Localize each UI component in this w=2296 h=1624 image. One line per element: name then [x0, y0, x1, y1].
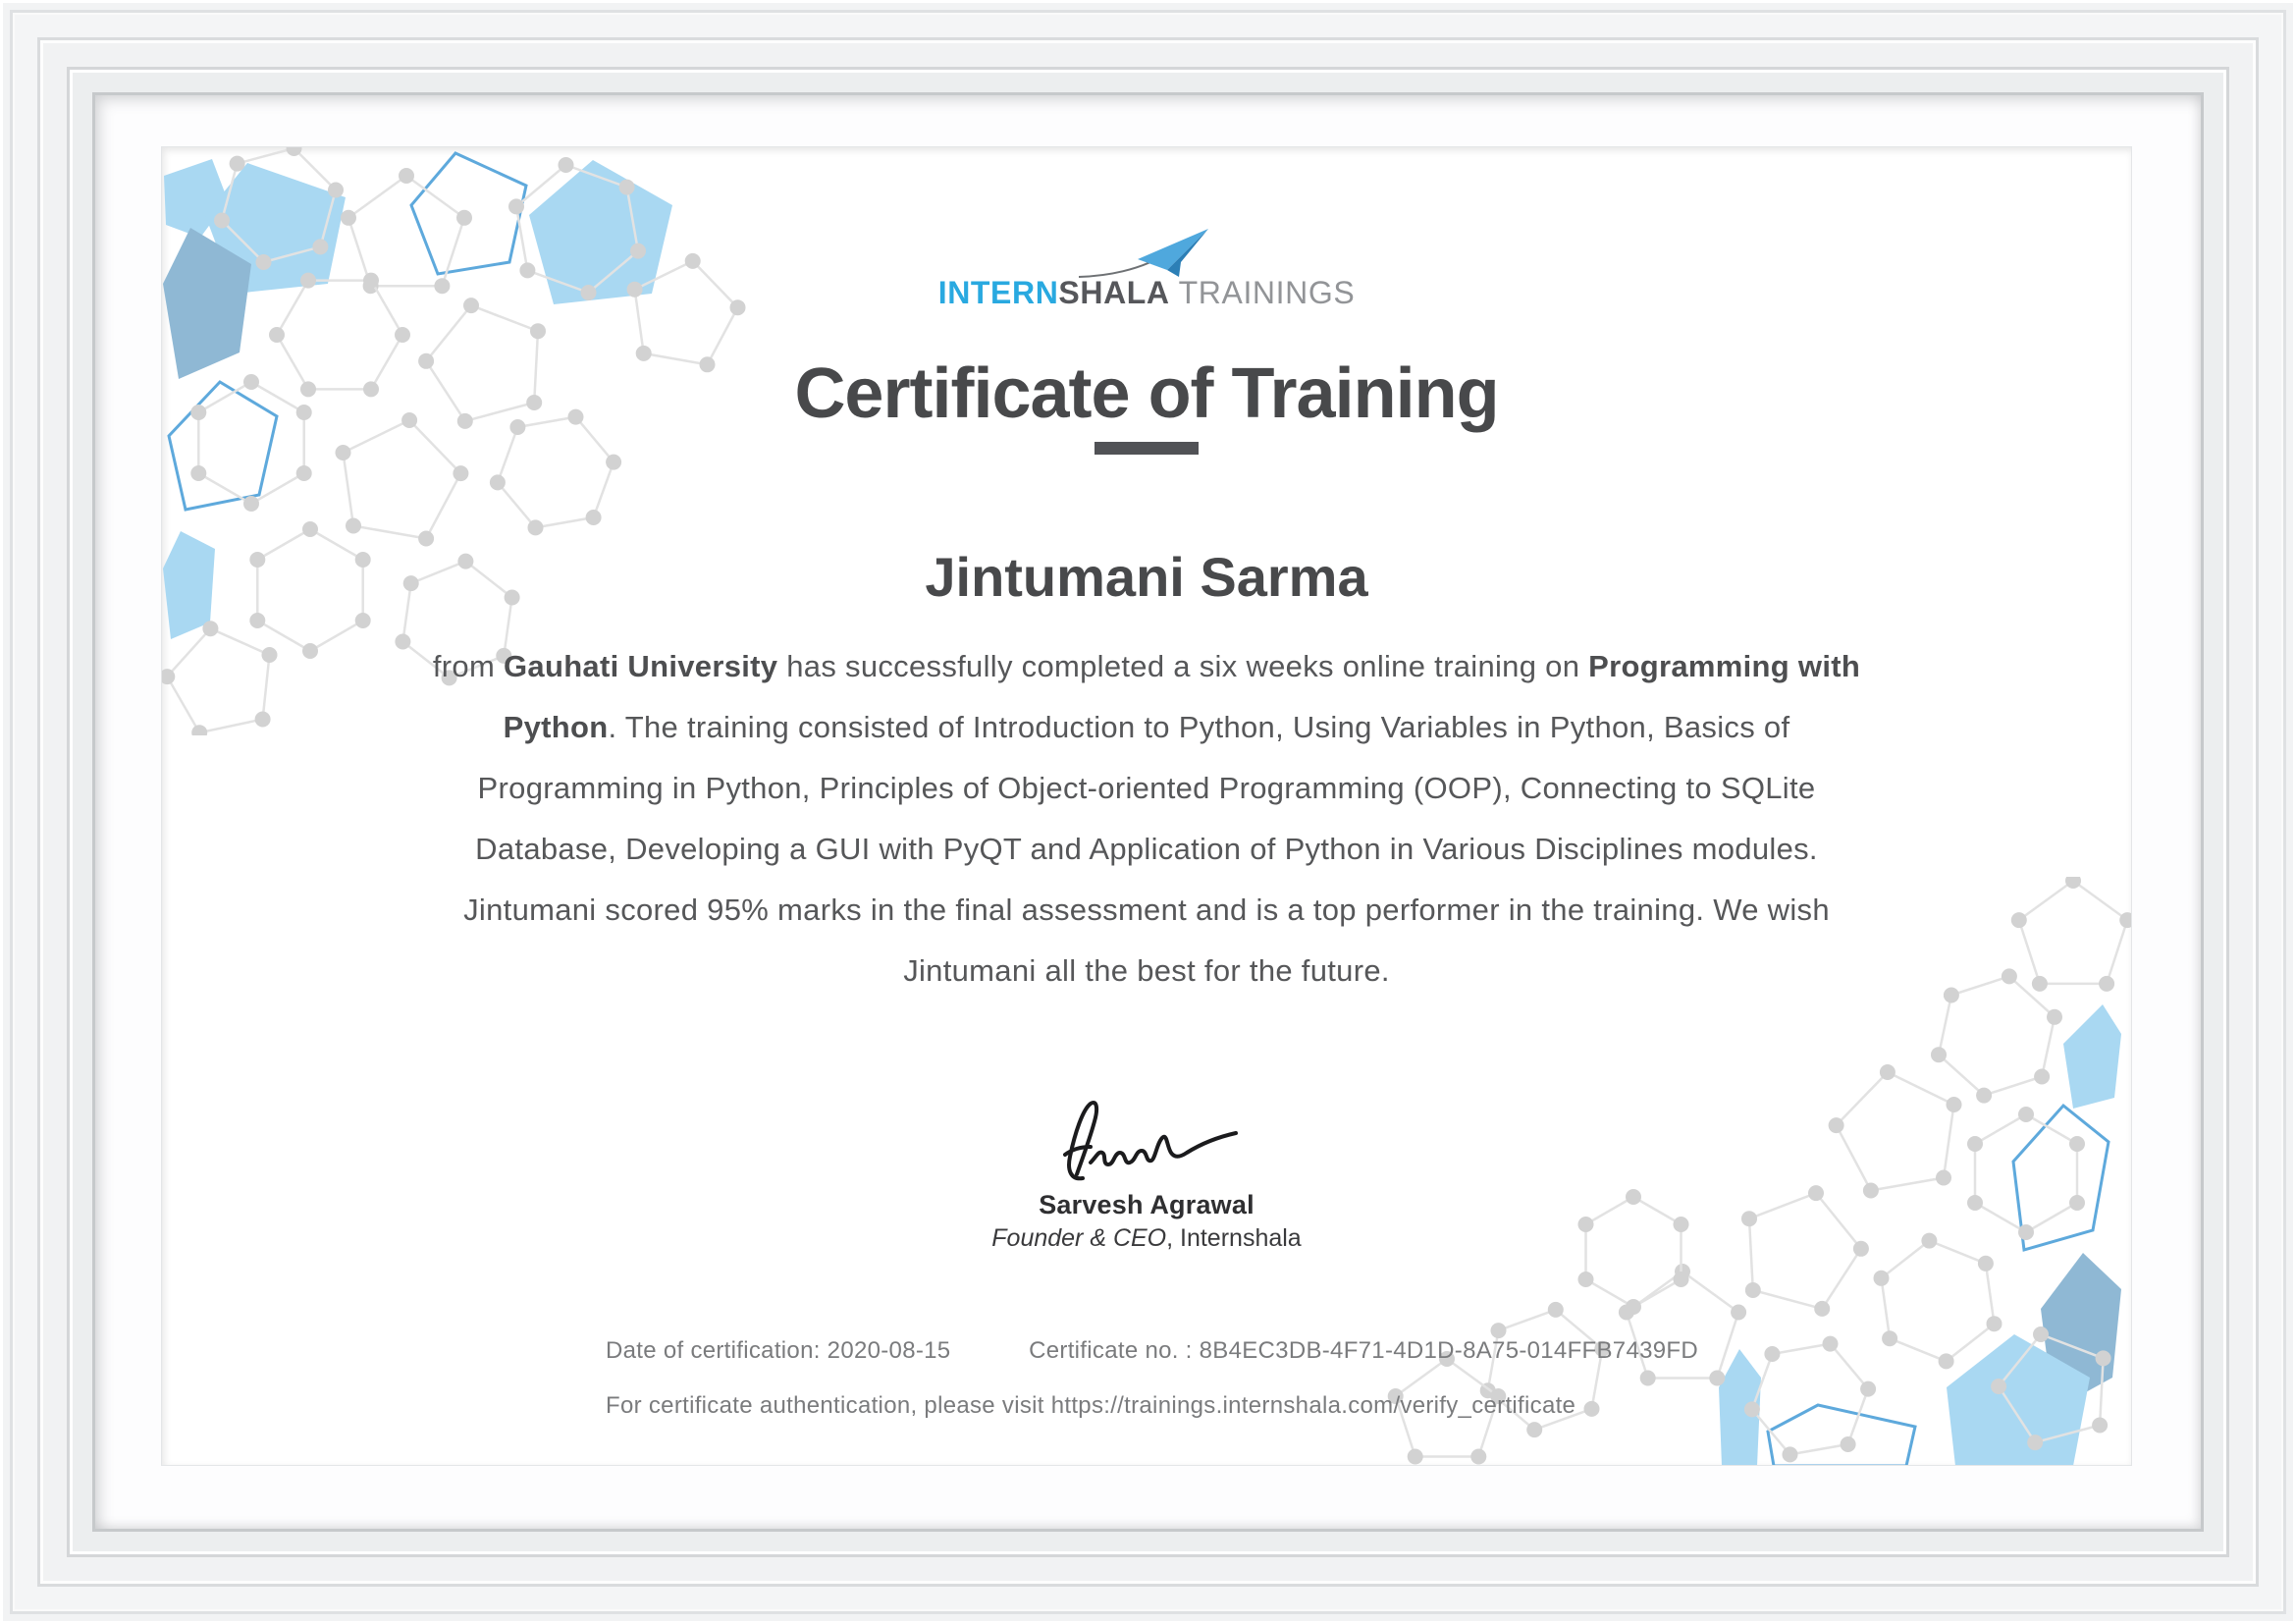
certification-date-value: 2020-08-15 — [827, 1337, 951, 1364]
certification-date — [606, 1337, 950, 1365]
paper-plane-icon — [1073, 226, 1220, 280]
body-line: Database, Developing a GUI with PyQT and Application of Python in Various Disciplines modules. — [475, 832, 1818, 866]
internshala-trainings-logo — [162, 226, 2131, 309]
signer-role-company: , Internshala — [1166, 1224, 1302, 1252]
logo-shala: SHALA — [1058, 275, 1170, 310]
signature-block — [162, 1096, 2131, 1253]
page-title: Certificate of Training — [794, 354, 1499, 433]
signer-role-title: Founder & CEO — [991, 1224, 1167, 1252]
certificate — [162, 147, 2131, 1465]
body-line: from Gauhati University has successfully completed a six weeks online training on Programming with — [432, 649, 1861, 683]
certification-date-label: Date of certification: — [606, 1337, 821, 1364]
logo-wordmark — [162, 276, 2131, 309]
body-line: Python. The training consisted of Introduction to Python, Using Variables in Python, Basics of — [503, 710, 1790, 744]
logo-intern: INTERN — [937, 275, 1059, 310]
title-underline — [1095, 442, 1199, 455]
certificate-body — [243, 636, 2050, 1001]
signer-name: Sarvesh Agrawal — [1039, 1190, 1255, 1219]
body-line: Jintumani scored 95% marks in the final assessment and is a top performer in the training. We wish — [463, 893, 1830, 927]
verification-note: For certificate authentication, please visit https://trainings.internshala.com/verify_certificate — [606, 1392, 1576, 1419]
body-line: Programming in Python, Principles of Object-oriented Programming (OOP), Connecting to SQLite — [477, 771, 1816, 805]
certificate-number-label: Certificate no. : — [1029, 1337, 1193, 1364]
recipient-name: Jintumani Sarma — [925, 546, 1368, 608]
signer-role — [162, 1224, 2131, 1253]
certificate-number — [1029, 1337, 1698, 1365]
certificate-footer — [606, 1337, 1698, 1420]
certificate-number-value: 8B4EC3DB-4F71-4D1D-8A75-014FFB7439FD — [1199, 1337, 1698, 1364]
footer-row-meta — [606, 1337, 1698, 1365]
body-line: Jintumani all the best for the future. — [903, 953, 1390, 988]
signature-icon — [1053, 1096, 1240, 1184]
logo-trainings: TRAININGS — [1178, 275, 1356, 310]
